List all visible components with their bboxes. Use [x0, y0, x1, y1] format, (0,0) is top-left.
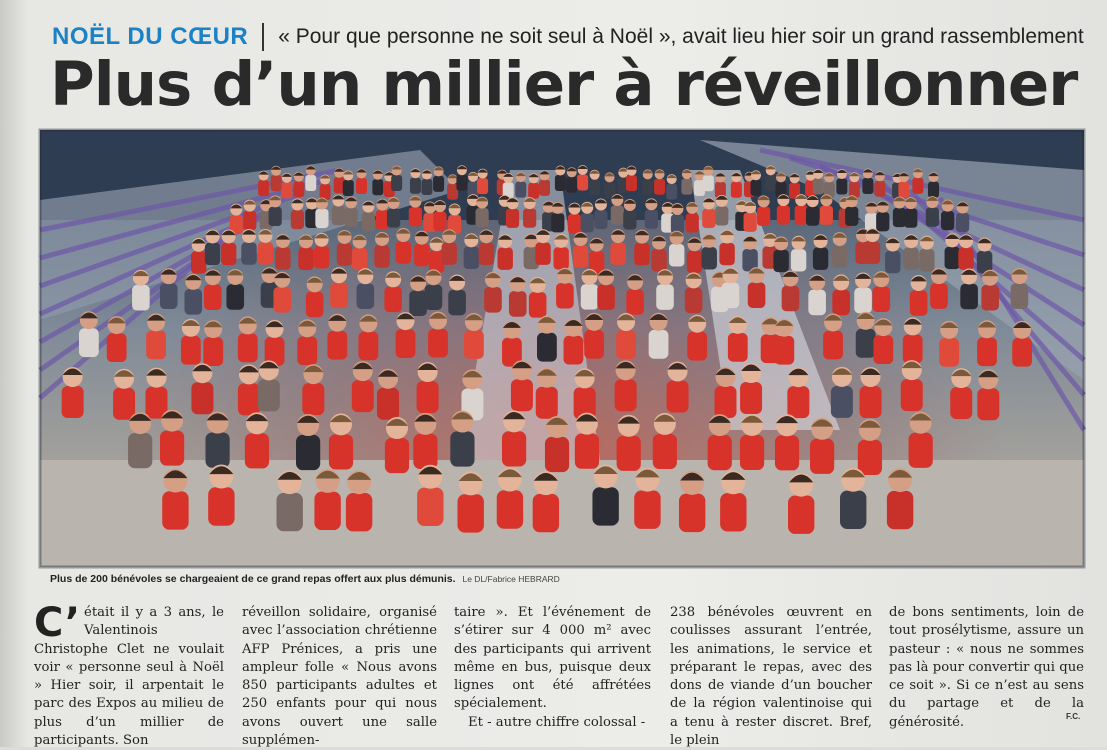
column-text: taire ». Et l’événement de s’étirer sur 4 000 m² avec des participants qui arrivent même en bus, puisque deux lignes ont été affrétées spécialement.: [454, 605, 651, 712]
kicker-divider: [262, 23, 264, 51]
article-column-1: [34, 600, 224, 749]
caption-text: Plus de 200 bénévoles se chargeaient de ce grand repas offert aux plus démunis.: [50, 573, 456, 585]
group-photo: [40, 130, 1084, 567]
article-column-5: [889, 604, 1084, 739]
section-kicker: NOËL DU CŒUR: [52, 23, 249, 50]
kicker-subhead: « Pour que personne ne soit seul à Noël », avait lieu hier soir un grand rassemblement: [278, 25, 1084, 48]
column-text: de bons sentiments, loin de tout prosélytisme, assure un pasteur : « nous ne sommes pas là pour convertir qui que ce soit ». Si ce n’est au sens du partage et de la générosité.: [889, 605, 1084, 730]
column-text: 238 bénévoles œuvrent en coulisses assurant l’entrée, les animations, le service et préparant le repas, avec des dons de viande d’un boucher de la région valentinoise qui a tenu à rester discret. Bref, le plein: [670, 605, 872, 749]
article-column-4: [670, 604, 872, 749]
photo-credit: Le DL/Fabrice HEBRARD: [462, 574, 560, 584]
column-text: Et - autre chiffre colossal -: [468, 714, 646, 730]
column-text: était il y a 3 ans, le Valentinois Christophe Clet ne voulait voir « personne seul à Noël » Hier soir, il arpentait le parc des Expos au milieu de plus d’un millier de participants. Son: [34, 605, 224, 749]
article-column-2: [242, 604, 437, 749]
article-column-3: [454, 604, 651, 739]
photo-caption: [50, 573, 1090, 585]
crowd-illustration: [40, 130, 1084, 567]
author-signature: F.C.: [1066, 712, 1081, 721]
drop-cap: C’: [34, 600, 81, 646]
headline: Plus d’un millier à réveillonner: [50, 49, 1078, 120]
column-text: réveillon solidaire, organisé avec l’association chrétienne AFP Prénices, a pris une ampleur folle « Nous avons 850 participants adultes et 250 enfants pour qui nous avons ouvert une salle supplémen-: [242, 605, 437, 749]
